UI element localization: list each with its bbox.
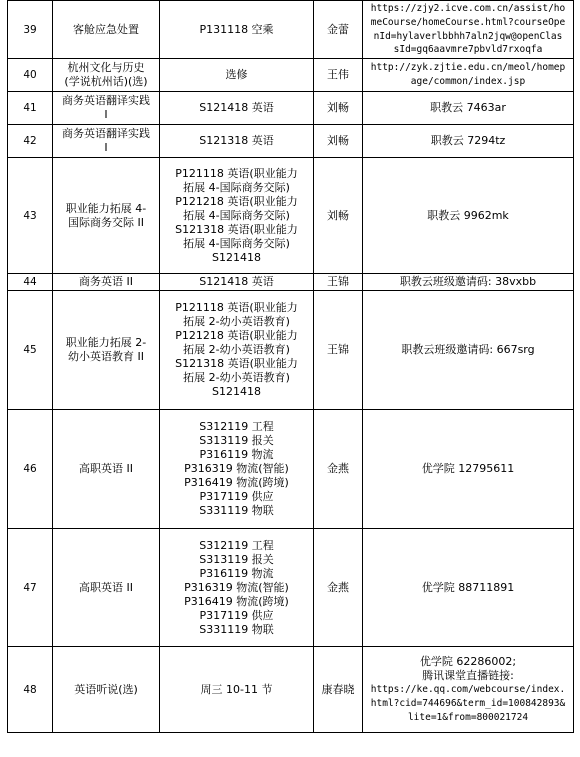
course-name: 杭州文化与历史 (学说杭州话)(选)	[53, 59, 160, 92]
course-name: 高职英语 II	[53, 529, 160, 647]
class-list: P131118 空乘	[160, 1, 314, 59]
class-list: 选修	[160, 59, 314, 92]
course-name: 英语听说(选)	[53, 647, 160, 733]
table-row	[8, 410, 574, 529]
course-name: 商务英语翻译实践 I	[53, 92, 160, 125]
class-list: 周三 10-11 节	[160, 647, 314, 733]
course-name: 商务英语翻译实践 I	[53, 125, 160, 158]
course-name: 商务英语 II	[53, 274, 160, 291]
class-list: P121118 英语(职业能力 拓展 4-国际商务交际) P121218 英语(职业能力 拓展 4-国际商务交际) S121318 英语(职业能力 拓展 4-国际商务交际) S121418	[160, 158, 314, 274]
platform-code: 优学院 88711891	[363, 529, 574, 647]
teacher-name: 王伟	[314, 59, 363, 92]
teacher-name: 刘畅	[314, 158, 363, 274]
table-row	[8, 647, 574, 733]
table-row	[8, 291, 574, 410]
teacher-name: 康春晓	[314, 647, 363, 733]
table-row	[8, 125, 574, 158]
table-row	[8, 1, 574, 59]
teacher-name: 刘畅	[314, 92, 363, 125]
platform-code: 职教云 9962mk	[363, 158, 574, 274]
row-number: 47	[8, 529, 53, 647]
table-row	[8, 59, 574, 92]
platform-link[interactable]: https://zjy2.icve.com.cn/assist/ho meCourse/homeCourse.html?courseOpe nId=hylaverlbbhh7aln2jqw@openClas sId=gq6aavmre7pbvld7rxoqfa	[363, 1, 574, 59]
teacher-name: 金蕾	[314, 1, 363, 59]
teacher-name: 刘畅	[314, 125, 363, 158]
teacher-name: 王锦	[314, 291, 363, 410]
row-number: 44	[8, 274, 53, 291]
platform-code: 优学院 12795611	[363, 410, 574, 529]
platform-link[interactable]: 优学院 62286002; 腾讯课堂直播链接: https://ke.qq.com/webcourse/index. html?cid=744696&term_id=100842893& lite=1&from=800021724	[363, 647, 574, 733]
table-body	[8, 1, 574, 733]
row-number: 39	[8, 1, 53, 59]
row-number: 42	[8, 125, 53, 158]
row-number: 41	[8, 92, 53, 125]
course-schedule-table	[7, 0, 574, 733]
class-list: S312119 工程 S313119 报关 P316119 物流 P316319 物流(智能) P316419 物流(跨境) P317119 供应 S331119 物联	[160, 410, 314, 529]
teacher-name: 金燕	[314, 529, 363, 647]
class-list: S121418 英语	[160, 274, 314, 291]
row-number: 40	[8, 59, 53, 92]
row-number: 46	[8, 410, 53, 529]
class-list: S121318 英语	[160, 125, 314, 158]
table-row	[8, 158, 574, 274]
platform-link[interactable]: http://zyk.zjtie.edu.cn/meol/homep age/common/index.jsp	[363, 59, 574, 92]
course-name: 客舱应急处置	[53, 1, 160, 59]
row-number: 43	[8, 158, 53, 274]
class-list: S121418 英语	[160, 92, 314, 125]
platform-code: 职教云 7463ar	[363, 92, 574, 125]
row-number: 48	[8, 647, 53, 733]
course-name: 职业能力拓展 2- 幼小英语教育 II	[53, 291, 160, 410]
platform-code: 职教云班级邀请码: 667srg	[363, 291, 574, 410]
table-row	[8, 529, 574, 647]
table-row	[8, 274, 574, 291]
teacher-name: 金燕	[314, 410, 363, 529]
platform-code: 职教云 7294tz	[363, 125, 574, 158]
course-name: 职业能力拓展 4- 国际商务交际 II	[53, 158, 160, 274]
row-number: 45	[8, 291, 53, 410]
teacher-name: 王锦	[314, 274, 363, 291]
class-list: P121118 英语(职业能力 拓展 2-幼小英语教育) P121218 英语(职业能力 拓展 2-幼小英语教育) S121318 英语(职业能力 拓展 2-幼小英语教育) S121418	[160, 291, 314, 410]
table-row	[8, 92, 574, 125]
platform-code: 职教云班级邀请码: 38vxbb	[363, 274, 574, 291]
class-list: S312119 工程 S313119 报关 P316119 物流 P316319 物流(智能) P316419 物流(跨境) P317119 供应 S331119 物联	[160, 529, 314, 647]
course-name: 高职英语 II	[53, 410, 160, 529]
